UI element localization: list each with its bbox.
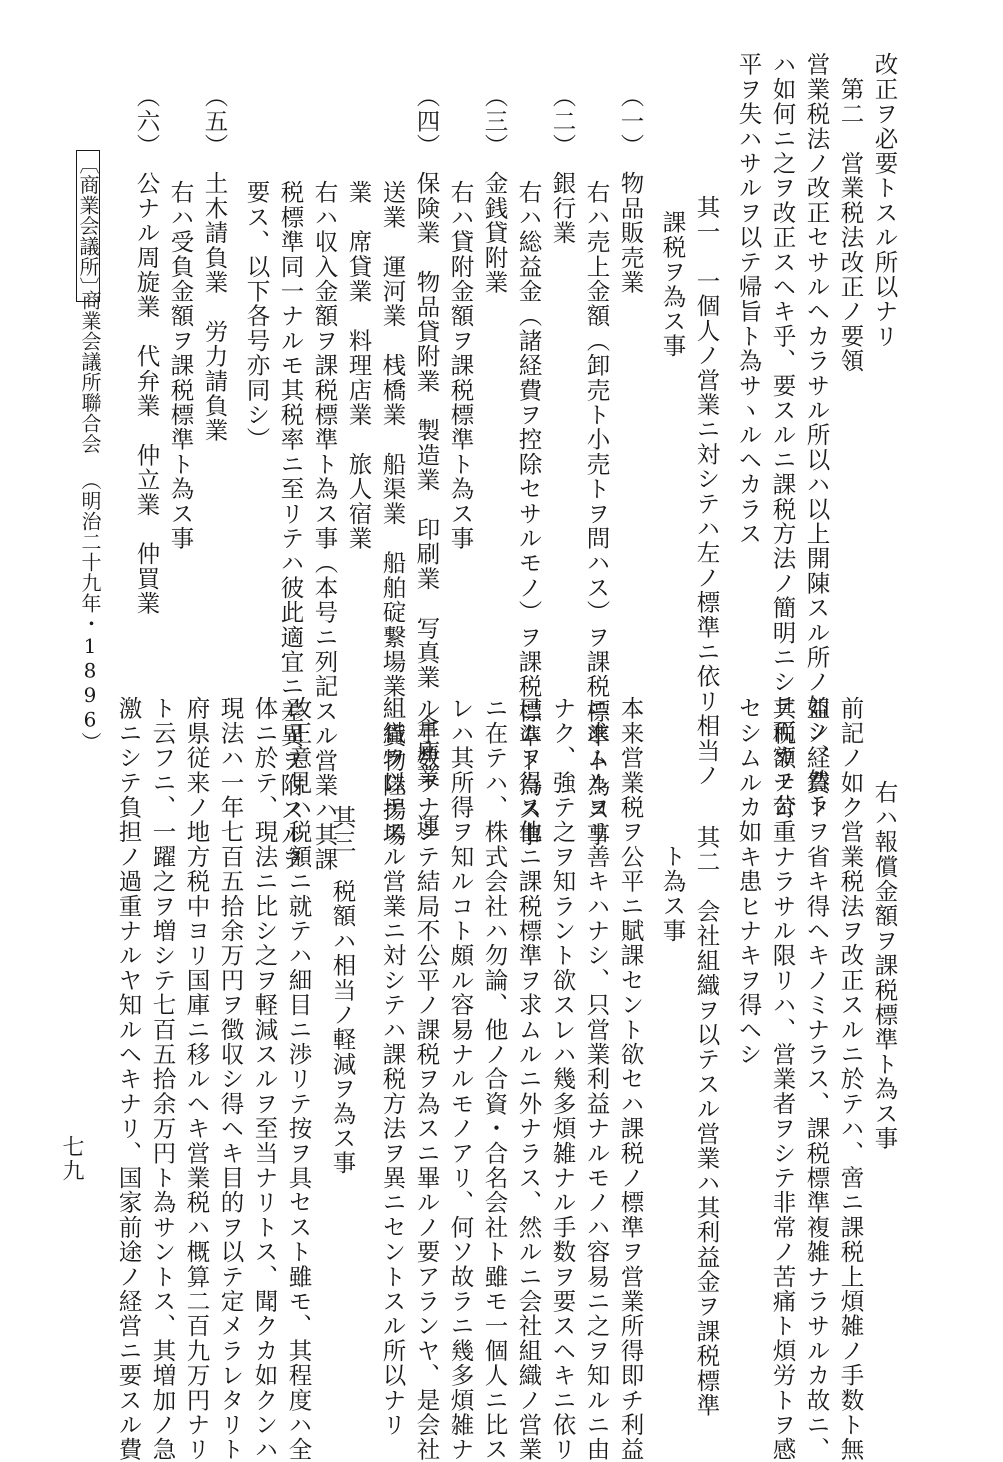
upper-col-21: 右ハ受負金額ヲ課税標準ト為ス事 <box>166 180 195 551</box>
upper-col-18: 税標準同一ナルモ其税率ニ至リテハ彼此適宜ニ差異ヲ附スルヲ <box>276 180 305 872</box>
upper-col-17: 右ハ収入金額ヲ課税標準ト為ス事（本号ニ列記スル営業ハ其課 <box>310 180 339 872</box>
lower-col-19: 現法ハ一年七百五拾余万円ヲ徴収シ得ヘキ目的ヲ以テ定メラレタリト <box>216 696 245 1462</box>
upper-col-4: ハ如何ニ之ヲ改正スヘキ乎、要スルニ課税方法ノ簡明ニシテ而カモ公 <box>768 52 797 818</box>
lower-col-21: ト云フニ、一躍之ヲ増シテ七百五拾余万円ト為サントス、其増加ノ急 <box>148 696 177 1462</box>
lower-col-4: 其税額ノ苛重ナラサル限リハ、営業者ヲシテ非常ノ苦痛ト煩労トヲ感 <box>768 696 797 1462</box>
upper-col-14: （四） 保険業 物品貸附業 製造業 印刷業 写真業 倉庫業 運 <box>412 84 441 838</box>
lower-col-22: 激ニシテ負担ノ過重ナルヤ知ルヘキナリ、国家前途ノ経営ニ要スル費 <box>114 696 143 1462</box>
lower-col-3: 益ノ経費トヲ省キ得ヘキノミナラス、課税標準複雑ナラサルカ故ニ、 <box>802 696 831 1462</box>
lower-col-1: 右ハ報償金額ヲ課税標準ト為ス事 <box>870 780 899 1151</box>
lower-col-11: 已ムヲ得ス他ニ課税標準ヲ求ムルニ外ナラス、然ルニ会社組織ノ営業 <box>514 696 543 1462</box>
lower-col-17: 改正意見ハ税額ニ就テハ細目ニ渉リテ按ヲ具セスト雖モ、其程度ハ全 <box>284 696 313 1462</box>
lower-col-16: 其三 税額ハ相当ノ軽減ヲ為ス事 <box>328 780 357 1176</box>
upper-col-13: 右ハ貸附金額ヲ課税標準ト為ス事 <box>446 180 475 551</box>
upper-col-19: 要ス、以下各号亦同シ） <box>242 180 271 452</box>
upper-col-2: 第二 営業税法改正ノ要領 <box>836 52 865 374</box>
lower-col-14: ル手数ヲナシテ結局不公平ノ課税ヲ為スニ畢ルノ要アランヤ、是会社 <box>412 696 441 1462</box>
lower-col-15: 組織ヲ以テスル営業ニ対シテハ課税方法ヲ異ニセントスル所以ナリ <box>378 696 407 1437</box>
upper-col-20: （五） 土木請負業 労力請負業 <box>200 84 229 443</box>
lower-col-10: ナク、強テ之ヲ知ラント欲スレハ幾多煩雑ナル手数ヲ要スヘキニ依リ <box>548 696 577 1462</box>
page-number: 七九 <box>59 1135 84 1183</box>
upper-col-15: 送業 運河業 桟橋業 船渠業 船舶碇繋場業 貨物陸揚場 <box>378 180 407 847</box>
lower-col-13: レハ其所得ヲ知ルコト頗ル容易ナルモノアリ、何ソ故ラニ幾多煩雑ナ <box>446 696 475 1462</box>
upper-col-22: （六） 公ナル周旋業 代弁業 仲立業 仲買業 <box>132 84 161 616</box>
lower-col-5: セシムルカ如キ患ヒナキヲ得ヘシ <box>734 696 763 1067</box>
lower-col-8: 本来営業税ヲ公平ニ賦課セント欲セハ課税ノ標準ヲ営業所得即チ利益 <box>616 696 645 1462</box>
footer-date: （明治二十九年・1896） <box>78 470 102 753</box>
upper-col-9: 右ハ売上金額（卸売ト小売トヲ問ハス）ヲ課税標準ト為ス事 <box>582 180 611 847</box>
lower-col-18: 体ニ於テ、現法ニ比シ之ヲ軽減スルヲ至当ナリトス、聞クカ如クンハ <box>250 696 279 1462</box>
upper-col-12: （三） 金銭貸附業 <box>480 84 509 295</box>
footer-org: 商業会議所聯合会 <box>78 290 102 454</box>
upper-col-11: 右ハ総益金（諸経費ヲ控除セサルモノ）ヲ課税標準ト為ス事 <box>514 180 543 847</box>
footer-label: 〔商業会議所〕 <box>76 150 100 302</box>
upper-col-10: （二） 銀行業 <box>548 84 577 246</box>
upper-col-8: （一） 物品販売業 <box>616 84 645 295</box>
upper-col-7: 課税ヲ為ス事 <box>658 210 687 359</box>
lower-col-20: 府県従来ノ地方税中ヨリ国庫ニ移ルヘキ営業税ハ概算二百九万円ナリ <box>182 696 211 1462</box>
lower-col-2: 前記ノ如ク営業税法ヲ改正スルニ於テハ、啻ニ課税上煩雑ノ手数ト無 <box>836 696 865 1462</box>
lower-col-7: ト為ス事 <box>658 844 687 943</box>
upper-col-3: 営業税法ノ改正セサルヘカラサル所以ハ以上開陳スル所ノ如シ、然ラ <box>802 52 831 818</box>
lower-col-9: ニ求ムルヨリ善キハナシ、只営業利益ナルモノハ容易ニ之ヲ知ルニ由 <box>582 696 611 1462</box>
upper-col-5: 平ヲ失ハサルヲ以テ帰旨ト為サヽルヘカラス <box>734 52 763 546</box>
upper-col-16: 業 席貸業 料理店業 旅人宿業 <box>344 180 373 551</box>
lower-col-12: ニ在テハ、株式会社ハ勿論、他ノ合資・合名会社ト雖モ一個人ニ比ス <box>480 696 509 1462</box>
upper-col-1: 改正ヲ必要トスル所以ナリ <box>870 52 899 349</box>
lower-col-6: 其二 会社組織ヲ以テスル営業ハ其利益金ヲ課税標準 <box>692 800 721 1418</box>
upper-col-6: 其一 一個人ノ営業ニ対シテハ左ノ標準ニ依リ相当ノ <box>692 170 721 788</box>
